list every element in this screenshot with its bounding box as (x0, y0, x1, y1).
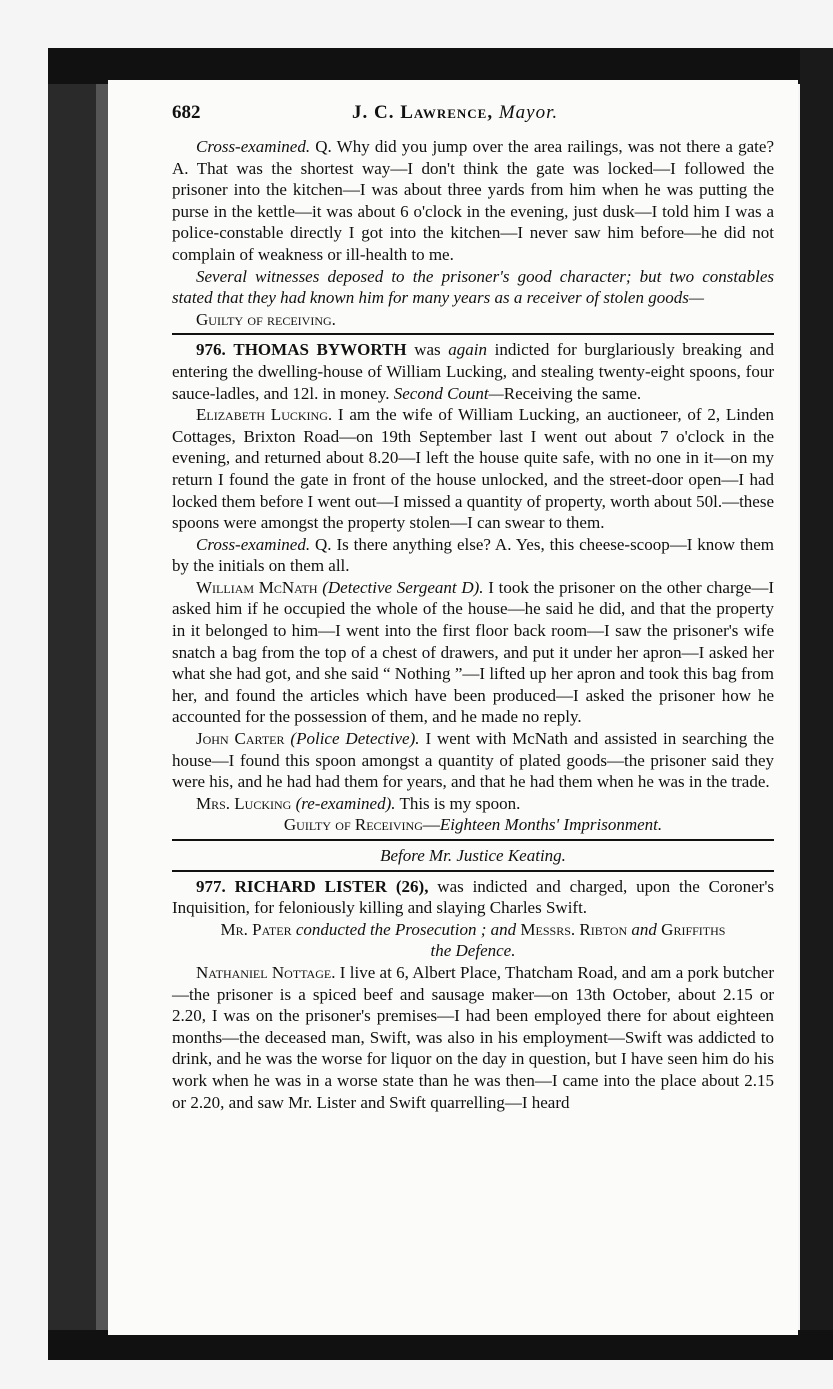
case-977-indictment (172, 876, 774, 919)
case-975-witnesses-note: Several witnesses deposed to the prisoner's good character; but two constables stated that they had known him for many years as a receiver of stolen goods— (172, 266, 774, 308)
book-right-edge (800, 48, 833, 1344)
case-977-indictment-text: was indicted and charged, upon the Coroner's Inquisition, for feloniously killing and slaying Charles Swift. (172, 876, 774, 918)
case-977-age: (26), (395, 876, 429, 896)
page-content (172, 102, 774, 1113)
case-976-indictment-text: indicted for burglariously breaking and entering the dwelling-house of William Lucking, and stealing twenty-eight spoons, four sauce-ladles, and 12l. in money. (172, 340, 774, 403)
second-count-label: Second Count— (393, 383, 504, 403)
running-head-mayor: Mayor. (498, 102, 559, 123)
case-977-prisoner: RICHARD LISTER (234, 876, 388, 896)
witness-testimony: I am the wife of William Lucking, an auctioneer, of 2, Linden Cottages, Brixton Road—on 19th September last I went out about 7 o'clock in the evening, and returned about 8.20—I left the house quite safe, with no one in it—on my return I found the gate in front of the house unlocked, and the street-door open—I had locked them before I went out—I missed a quantity of property, worth about 50l.—these spoons were amongst the property stolen—I can swear to them. (172, 405, 775, 533)
case-976-prisoner: THOMAS BYWORTH (233, 340, 407, 360)
witness-testimony: I took the prisoner on the other charge—I asked him if he occupied the whole of the house—he said he did, and that the property in it belonged to him—I went into the first floor back room—I saw the prisoner's wife snatch a bag from the top of a chest of drawers, and put it under her apron—I asked her what she had got, and she said “ Nothing ”—I lifted up her apron and took this bag from her, and found the articles which have been produced—I asked the prisoner how he accounted for the possession of them, and he made no reply. (172, 577, 775, 727)
witness-testimony: I live at 6, Albert Place, Thatcham Road, and am a pork butcher—the prisoner is a spiced beef and sausage maker—on 13th October, about 2.15 or 2.20, I was on the prisoner's premises—I had been employed there for about eighteen months—the deceased man, Swift, was also in his employment—Swift was addicted to drink, and he was the worse for liquor on the day in question, but I have seen him do his work when he was in a worse state than he was then—I came into the place about 2.15 or 2.20, and saw Mr. Lister and Swift quarrelling—I heard (172, 962, 774, 1112)
case-976-number: 976. (196, 340, 226, 360)
witness-john-carter (172, 728, 774, 793)
before-judge: Before Mr. Justice Keating. (380, 846, 566, 865)
prosecution-counsel: Mr. Pater (220, 919, 292, 939)
sentence: Eighteen Months' Imprisonment. (439, 815, 663, 835)
scanner-top-edge (48, 48, 833, 84)
witness-name: Mrs. Lucking (196, 793, 292, 813)
counsel-mid: conducted the Prosecution ; and (295, 919, 517, 939)
counsel-end: the Defence. (430, 941, 516, 961)
witness-nathaniel-nottage (172, 962, 774, 1113)
witness-name: William McNath (196, 577, 318, 597)
counsel-line (172, 919, 774, 962)
witness-name: Nathaniel Nottage. (196, 962, 336, 982)
case-976-again: again (448, 340, 488, 360)
case-976-indictment (172, 339, 774, 404)
page-number: 682 (172, 102, 201, 123)
defence-counsel: Messrs. Ribton (520, 919, 628, 939)
verdict: Guilty of Receiving— (283, 815, 440, 835)
page-header (172, 102, 774, 136)
cross-text: Q. Is there anything else? A. Yes, this cheese-scoop—I know them by the initials on them all. (172, 534, 774, 576)
book-page (108, 80, 798, 1335)
witness-testimony: I went with McNath and assisted in searching the house—I found this spoon amongst a quantity of plated goods—the prisoner said they were his, and he had had them for years, and that he had them when he was in the trade. (172, 729, 774, 792)
case-976-was: was (414, 340, 441, 360)
witness-name: John Carter (196, 729, 285, 749)
witness-name: Elizabeth Lucking. (196, 405, 333, 425)
section-rule (172, 839, 774, 841)
second-count-text: Receiving the same. (503, 383, 642, 403)
section-rule (172, 870, 774, 872)
witness-william-mcnath (172, 577, 774, 728)
defence-counsel-2: Griffiths (661, 919, 726, 939)
cross-label: Cross-examined. (196, 137, 311, 156)
case-976-verdict (172, 814, 774, 836)
cross-text: Q. Why did you jump over the area railings, was not there a gate? A. That was the shortest way—I don't think the gate was locked—I followed the prisoner into the kitchen—I was about three yards from him when he was putting the purse in the kettle—it was about 6 o'clock in the evening, just dusk—I told him I was a police-constable directly I got into the kitchen—I never saw him before—he did not complain of weakness or ill-health to me. (172, 137, 774, 264)
witness-testimony: This is my spoon. (399, 793, 521, 813)
section-rule (172, 333, 774, 335)
witness-role: (Detective Sergeant D). (322, 577, 484, 597)
running-head (352, 102, 558, 124)
case-975-cross-examination (172, 136, 774, 266)
witness-role: (re-examined). (295, 793, 396, 813)
case-975-verdict: Guilty of receiving. (196, 309, 336, 329)
witness-elizabeth-lucking (172, 404, 774, 534)
running-head-name: J. C. Lawrence, (352, 102, 494, 123)
witness-mrs-lucking (172, 793, 774, 815)
case-976-cross-examination (172, 534, 774, 577)
cross-label: Cross-examined. (196, 534, 311, 554)
counsel-and: and (631, 919, 657, 939)
witness-role: (Police Detective). (290, 729, 420, 749)
case-977-number: 977. (196, 876, 226, 896)
